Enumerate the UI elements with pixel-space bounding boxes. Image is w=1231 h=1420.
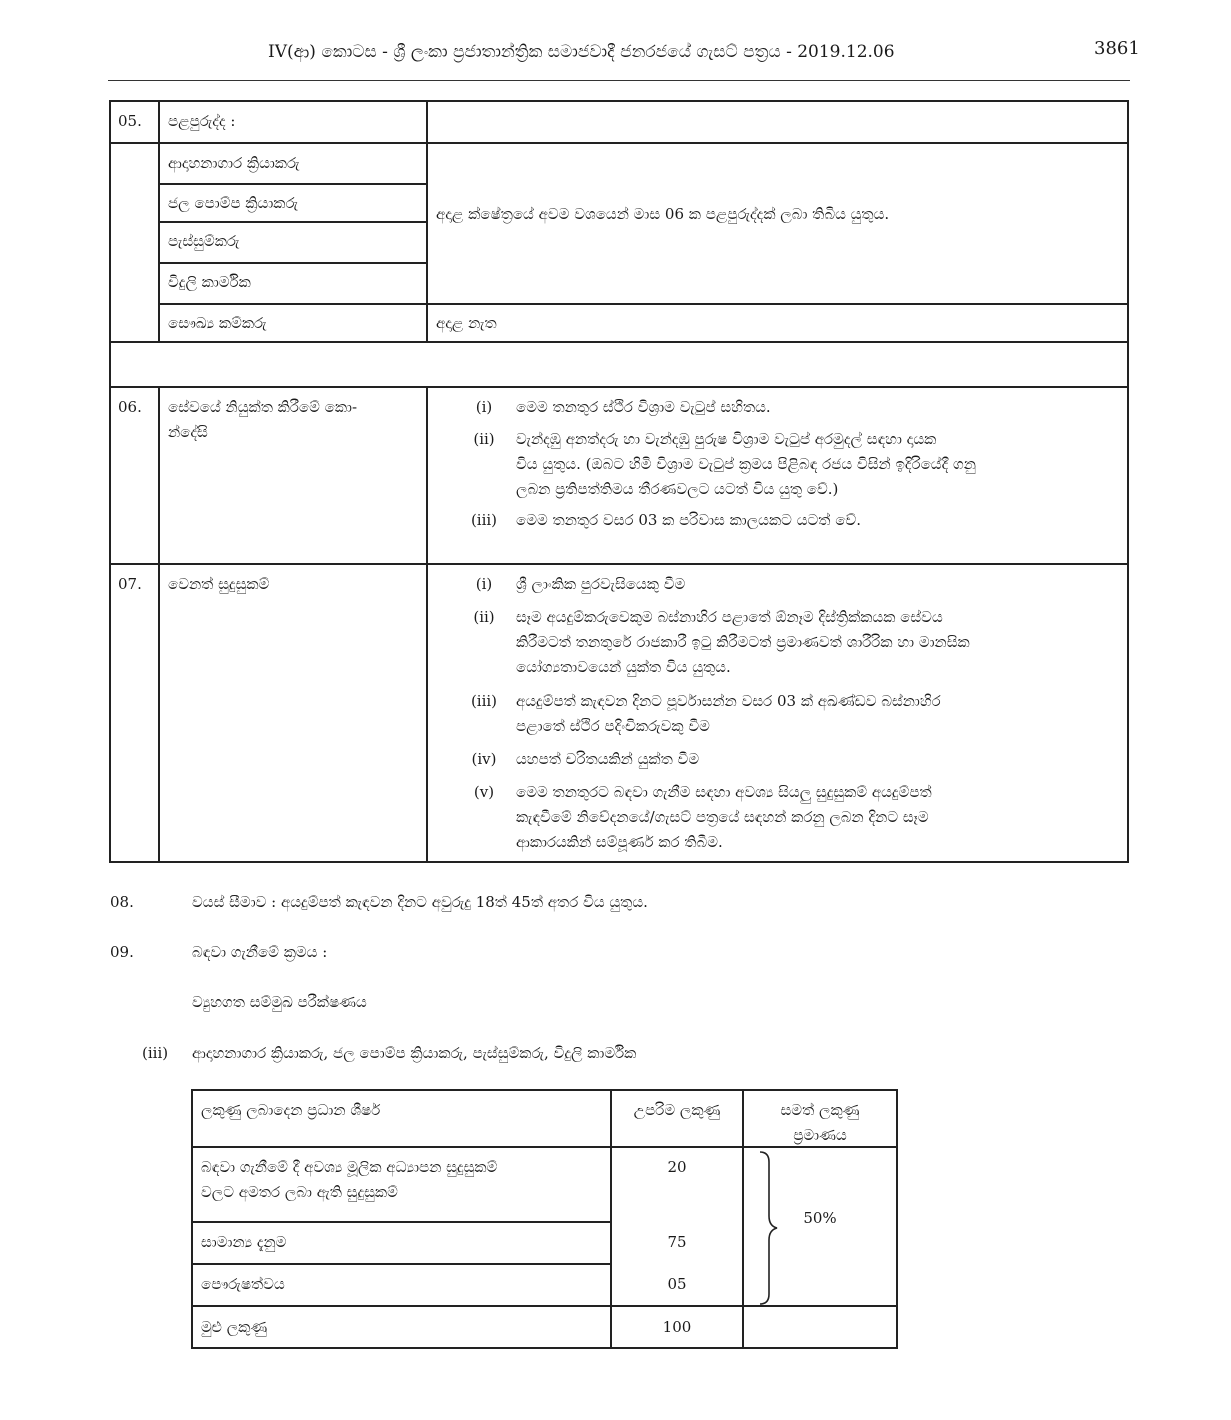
position-health-labourer: සෞඛ්‍ය කම්කරු: [168, 314, 267, 332]
row07-item-text: අයදුම්පත් කැඳවන දිනට පූර්වාසන්න වසර 03 ක් අඛණ්ඩව බස්නාහිර: [516, 692, 941, 710]
row07-item-text: යහපත් චරිතයකින් යුක්ත වීම: [516, 750, 700, 768]
marks-table-border: [896, 1089, 898, 1349]
table-col-sep: [426, 387, 428, 863]
recruitment-method-subheading: ව්‍යුහගත සම්මුඛ පරීක්ෂණය: [192, 993, 367, 1011]
row05-label: පළපුරුද්ද :: [168, 112, 236, 130]
subsection-number: (iii): [142, 1044, 169, 1062]
table-rule: [109, 142, 1129, 144]
marks-table-border: [191, 1089, 193, 1349]
row07-item-text: පළාතේ ස්ථිර පදිංචිකරුවකු වීම: [516, 717, 710, 735]
row07-item-text: මෙම තනතුරට බඳවා ගැනීම සඳහා අවශ්‍ය සියලු සුදුසුකම් අයදුම්පත්: [516, 783, 932, 801]
marks-row-label: වලට අමතර ලබා ඇති සුදුසුකම්: [201, 1183, 398, 1201]
marks-table-col-sep: [610, 1089, 612, 1349]
row06-item-number: (ii): [473, 430, 495, 448]
marks-table-rule: [191, 1263, 612, 1265]
row07-item-text: ශ්‍රී ලාංකික පුරවැසියෙකු වීම: [516, 575, 686, 593]
marks-header-criteria: ලකුණු ලබාදෙන ප්‍රධාන ශීර්ෂ: [201, 1101, 381, 1119]
row06-item-text: මෙම තනතුර වසර 03 ක පරිවාස කාලයකට යටත් වේ.: [516, 511, 861, 529]
row06-item-number: (i): [475, 398, 493, 416]
marks-table-rule: [191, 1347, 898, 1349]
recruitment-method-heading: බඳවා ගැනීමේ ක්‍රමය :: [192, 943, 328, 961]
marks-row-label: සාමාන්‍ය දැනුම: [201, 1233, 287, 1251]
position-crematorium-operator: ආදාහනාගාර ක්‍රියාකරු: [168, 154, 300, 172]
row07-label: වෙනත් සුදුසුකම්: [168, 575, 270, 593]
marks-total-max: 100: [662, 1318, 692, 1336]
marks-table-rule: [191, 1221, 612, 1223]
row06-item-text: විය යුතුය. (ඔබට හිමි විශ්‍රාම වැටුප් ක්‍රමය පිළිබඳ රජය විසින් ඉදිරියේදී ගනු: [516, 455, 976, 473]
marks-header-max: උපරිම ලකුණු: [633, 1101, 721, 1119]
row07-item-number: (iii): [470, 692, 498, 710]
table-rule: [109, 100, 1129, 102]
row06-item-number: (iii): [470, 511, 498, 529]
table-rule: [158, 221, 428, 223]
health-labourer-experience: අදාළ නැත: [436, 314, 497, 332]
pass-mark-value: 50%: [803, 1209, 837, 1227]
row06-number: 06.: [118, 398, 142, 416]
section09-number: 09.: [110, 943, 134, 961]
row06-label-line1: සේවයේ නියුක්ත කිරීමේ කො-: [168, 398, 358, 416]
marks-header-pass-line2: ප්‍රමාණය: [793, 1126, 847, 1144]
marks-total-label: මුළු ලකුණු: [201, 1318, 268, 1336]
table-border-right: [1127, 100, 1129, 863]
position-welder: පැස්සුම්කරු: [168, 232, 240, 250]
marks-table-rule: [191, 1146, 898, 1148]
table-rule: [109, 563, 1129, 565]
row07-item-number: (iv): [471, 750, 497, 768]
table-rule: [109, 386, 1129, 388]
age-limit-text: වයස් සීමාව : අයදුම්පත් කැඳවන දිනට අවුරුදු 18ත් 45ත් අතර විය යුතුය.: [192, 893, 648, 911]
table-border-left: [109, 100, 111, 863]
table-col-sep: [158, 387, 160, 863]
subsection-positions: ආදාහනාගාර ක්‍රියාකරු, ජල පොම්ප ක්‍රියාකරු, පැස්සුම්කරු, විදුලි කාර්මික: [192, 1044, 637, 1062]
row07-item-number: (ii): [473, 608, 495, 626]
row06-item-text: වැන්දඹු අනත්දරු හා වැන්දඹු පුරුෂ විශ්‍රාම වැටුප් අරමුදල් සඳහා දායක: [516, 430, 937, 448]
table-rule: [109, 341, 1129, 343]
table-rule: [158, 183, 428, 185]
marks-row-label: බඳවා ගැනීමේ දී අවශ්‍ය මූලික අධ්‍යාපන සුදුසුකම්: [201, 1158, 498, 1176]
marks-row-max: 05: [667, 1275, 687, 1293]
table-rule: [109, 861, 1129, 863]
row07-item-text: කිරීමටත් තනතුරේ රාජකාරී ඉටු කිරීමටත් ප්‍රමාණවත් ශාරීරික හා මානසික: [516, 633, 970, 651]
row07-item-text: කැඳවීමේ නිවේදනයේ/ගැසට් පත්‍රයේ සඳහන් කරනු ලබන දිනට සෑම: [516, 808, 929, 826]
header-rule: [108, 80, 1130, 81]
marks-row-max: 75: [667, 1233, 687, 1251]
marks-row-label: පෞරුෂත්වය: [201, 1275, 285, 1293]
row05-number: 05.: [118, 112, 142, 130]
marks-header-pass-line1: සමත් ලකුණු: [780, 1101, 860, 1119]
row07-item-text: ආකාරයකින් සම්පූර්ණ කර තිබීම.: [516, 833, 723, 851]
row06-item-text: මෙම තනතුර ස්ථිර විශ්‍රාම වැටුප් සහිතය.: [516, 398, 771, 416]
row07-item-text: යෝග්‍යතාවයෙන් යුක්ත විය යුතුය.: [516, 658, 731, 676]
marks-row-max: 20: [667, 1158, 687, 1176]
row07-item-number: (i): [475, 575, 493, 593]
row07-number: 07.: [118, 575, 142, 593]
page-header-title: IV(ආ) කොටස - ශ්‍රී ලංකා ප්‍රජාතාන්ත්‍රික සමාජවාදී ජනරජයේ ගැසට් පත්‍රය - 2019.12.06: [268, 42, 895, 62]
row07-item-text: සෑම අයදුම්කරුවෙකුම බස්නාහිර පළාතේ ඕනෑම දිස්ත්‍රික්කයක සේවය: [516, 608, 943, 626]
row07-item-number: (v): [473, 783, 495, 801]
table-rule: [158, 262, 428, 264]
table-rule: [158, 303, 1129, 305]
experience-requirement: අදාළ ක්ෂේත්‍රයේ අවම වශයෙන් මාස 06 ක පළපුරුද්දක් ලබා තිබිය යුතුය.: [436, 205, 890, 223]
section08-number: 08.: [110, 893, 134, 911]
position-water-pump-operator: ජල පොම්ප ක්‍රියාකරු: [168, 194, 299, 212]
marks-table-rule: [191, 1305, 898, 1307]
curly-brace-icon: [756, 1150, 780, 1306]
page-number: 3861: [1094, 38, 1140, 59]
row06-label-line2: න්දේසි: [168, 423, 208, 441]
row06-item-text: ලබන ප්‍රතිපත්තිමය තීරණවලට යටත් විය යුතු වේ.): [516, 480, 839, 498]
position-electrician: විදුලි කාර්මික: [168, 273, 251, 291]
marks-table-rule: [191, 1089, 898, 1091]
